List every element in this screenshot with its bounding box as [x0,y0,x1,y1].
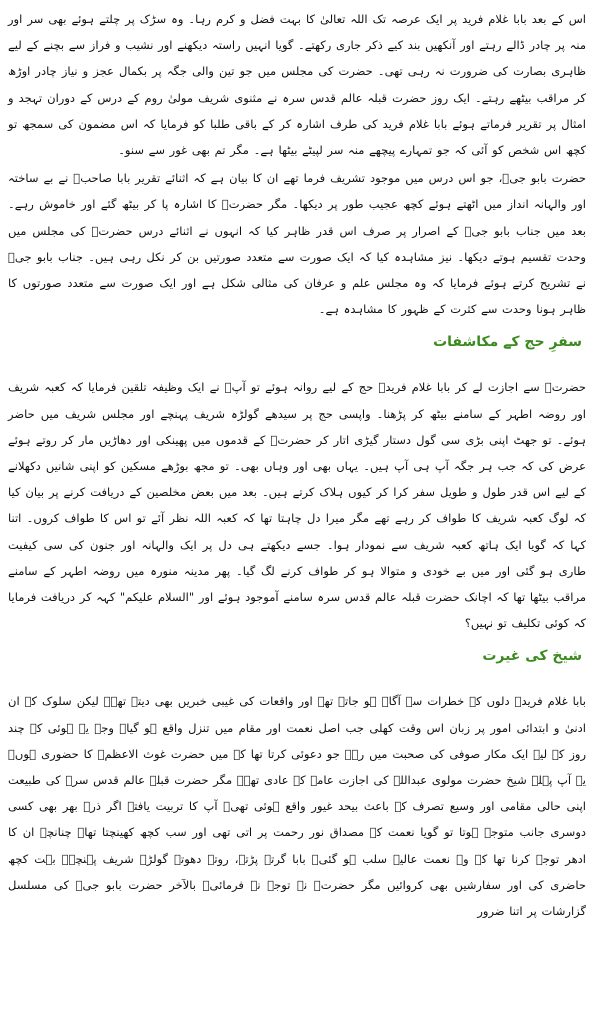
paragraph-4: بابا غلام فریدؒ دلوں کے خطرات سے آگاہ ہو جاتے تھے اور واقعات کی غیبی خبریں بھی دیتے تھے۔ لیکن سلوک کے ان ادنیٰ و ابتدائی امور پر زبان اس وقت کھلی جب اصل نعمت اور مقام میں تنزل واقع ہو گیا۔ وجہ یہ ہوئی کہ چند روز کے لیے ایک مکار صوفی کی صحبت میں رہے جو دعوئی کرتا تھا کہ میں حضرت غوث الاعظمؒ کا حضوری ہوں۔ یہ آپ پہلے شیخ حضرت مولوی عبداللہ کی اجازت عامہ کے عادی تھے۔ مگر حضرت قبلہ عالم قدس سرہ کی طبیعت اپنی حالی مقامی اور وسیع تصرف کے باعث بیحد غیور واقع ہوئی تھی۔ آپ کا تربیت یافتہ اگر ذرہ بھر بھی کسی دوسری جانب متوجہ ہوتا تو گویا نعمت کے مصداق نور رحمت پر اتی تھی اور سب کچھ کھینچتا تھا۔ چنانچہ ان کا ادھر توجہ کرنا تھا کہ وہ نعمت عالیہ سلب ہو گئی۔ بابا گرتے پڑتے، روتے دھوتے گولڑہ شریف پہنچے۔ بہت کچھ حاضری کی اور سفارشیں بھی کروائیں مگر حضرتؒ نے توجہ نہ فرمائی۔ بالآخر حضرت بابو جیؒ کی مسلسل گزارشات پر اتنا ضرور [8,694,586,919]
heading-hajj-wrap [8,322,586,362]
paragraph-1: اس کے بعد بابا غلام فرید پر ایک عرصہ تک اللہ تعالیٰ کا بہت فضل و کرم رہا۔ وہ سڑک پر چلتے ہوئے بھی سر اور منہ پر چادر ڈالے رہتے اور آنکھیں بند کیے ذکر جاری رکھتے۔ گویا انہیں راستہ دیکھنے اور نشیب و فراز سے بچنے کے لیے ظاہری بصارت کی ضرورت نہ رہی تھی۔ حضرت کی مجلس میں جو تین والی جگہ پر بکمال عجز و نیاز چادر اوڑھ کر مراقب بیٹھے رہتے۔ ایک روز حضرت قبلہ عالم قدس سرہ نے مثنوی شریف مولیٰ روم کے درس کے دوران تہجد و امثال پر تقریر فرماتے ہوئے بابا غلام فرید کی طرف اشارہ کر کے باقی طلبا کو فرمایا کہ اس مضمون کی سمجھ تو کچھ اس شخص کو آئی کہ جو تمہارے پیچھے منہ سر لپیٹے بیٹھا ہے۔ مگر تم بھی غور سے سنو۔ [8,12,586,158]
heading-sheikh-wrap [8,636,586,676]
paragraph-2: حضرت بابو جیؒ، جو اس درس میں موجود تشریف فرما تھے ان کا بیان ہے کہ اثنائے تقریر بابا صاحبؒ نے بے ساختہ اور والہانہ انداز میں اٹھتے ہوئے کچھ عجیب طور پر دیکھا۔ مگر حضرتؒ کا اشارہ پا کر بیٹھ گئے اور خاموش رہے۔ بعد میں جناب بابو جیؒ کے اصرار پر صرف اس قدر ظاہر کیا کہ انہوں نے اثنائے درس حضرتؒ کی مجلس میں وحدت تقسیم ہوتے دیکھا۔ نیز مشاہدہ کیا کہ ایک صورت سے متعدد صورتیں بن کر نکل رہی ہیں۔ جناب بابو جیؒ نے تشریح کرتے ہوئے فرمایا کہ وہ مجلس علم و عرفان کی مثالی شکل ہے اور ایک صورت سے متعدد صورتوں کا ظاہر ہونا وحدت سے کثرت کے ظہور کا مشاہدہ ہے۔ [8,171,586,317]
section-heading-sheikh-ghairat: شیخ کی غیرت [482,648,582,665]
section-heading-hajj-revelations: سفرِ حج کے مکاشفات [433,334,582,351]
paragraph-3: حضرتؒ سے اجازت لے کر بابا غلام فریدؒ حج کے لیے روانہ ہوئے تو آپؒ نے ایک وظیفہ تلقین فرمایا کہ کعبہ شریف اور روضہ اطہر کے سامنے بیٹھ کر پڑھنا۔ واپسی حج پر سیدھے گولڑہ شریف پہنچے اور مجلس شریف میں حاضر ہوئے۔ تو جھٹ اپنی بڑی سی گول دستار گیڑی اتار کر حضرتؒ کے قدموں میں پھینکی اور دھاڑیں مار کر روتے ہوئے عرض کی کہ جب ہر جگہ آپ ہی آپ ہیں۔ یہاں بھی اور وہاں بھی۔ تو مجھ بوڑھے مسکین کو اپنی شانیں دکھلانے کے لیے اس قدر طول و طویل سفر کرا کر کیوں ہلاک کرتے ہیں۔ بعد میں بعض مخلصین کے دریافت کرنے پر بیان کیا کہ لوگ کعبہ شریف کا طواف کر رہے تھے مگر میرا دل چاہتا تھا کہ کعبہ اللہ نظر آئے تو اس کا طواف کروں۔ اتنا کہا کہ گویا ایک ہاتھ کعبہ شریف سے نمودار ہوا۔ جسے دیکھتے ہی دل پر ایک والہانہ اور جنون کی سی کیفیت طاری ہو گئی اور میں بے خودی و متوالا ہو کر طواف کرنے لگ گیا۔ پھر مدینہ منورہ میں روضہ اطہر کے سامنے مراقب بیٹھا تھا کہ اچانک حضرت قبلہ عالم قدس سرہ سامنے آموجود ہوئے اور "السلام علیکم" کہہ کر دریافت فرمایا کہ کوئی تکلیف تو نہیں؟ [8,380,586,631]
